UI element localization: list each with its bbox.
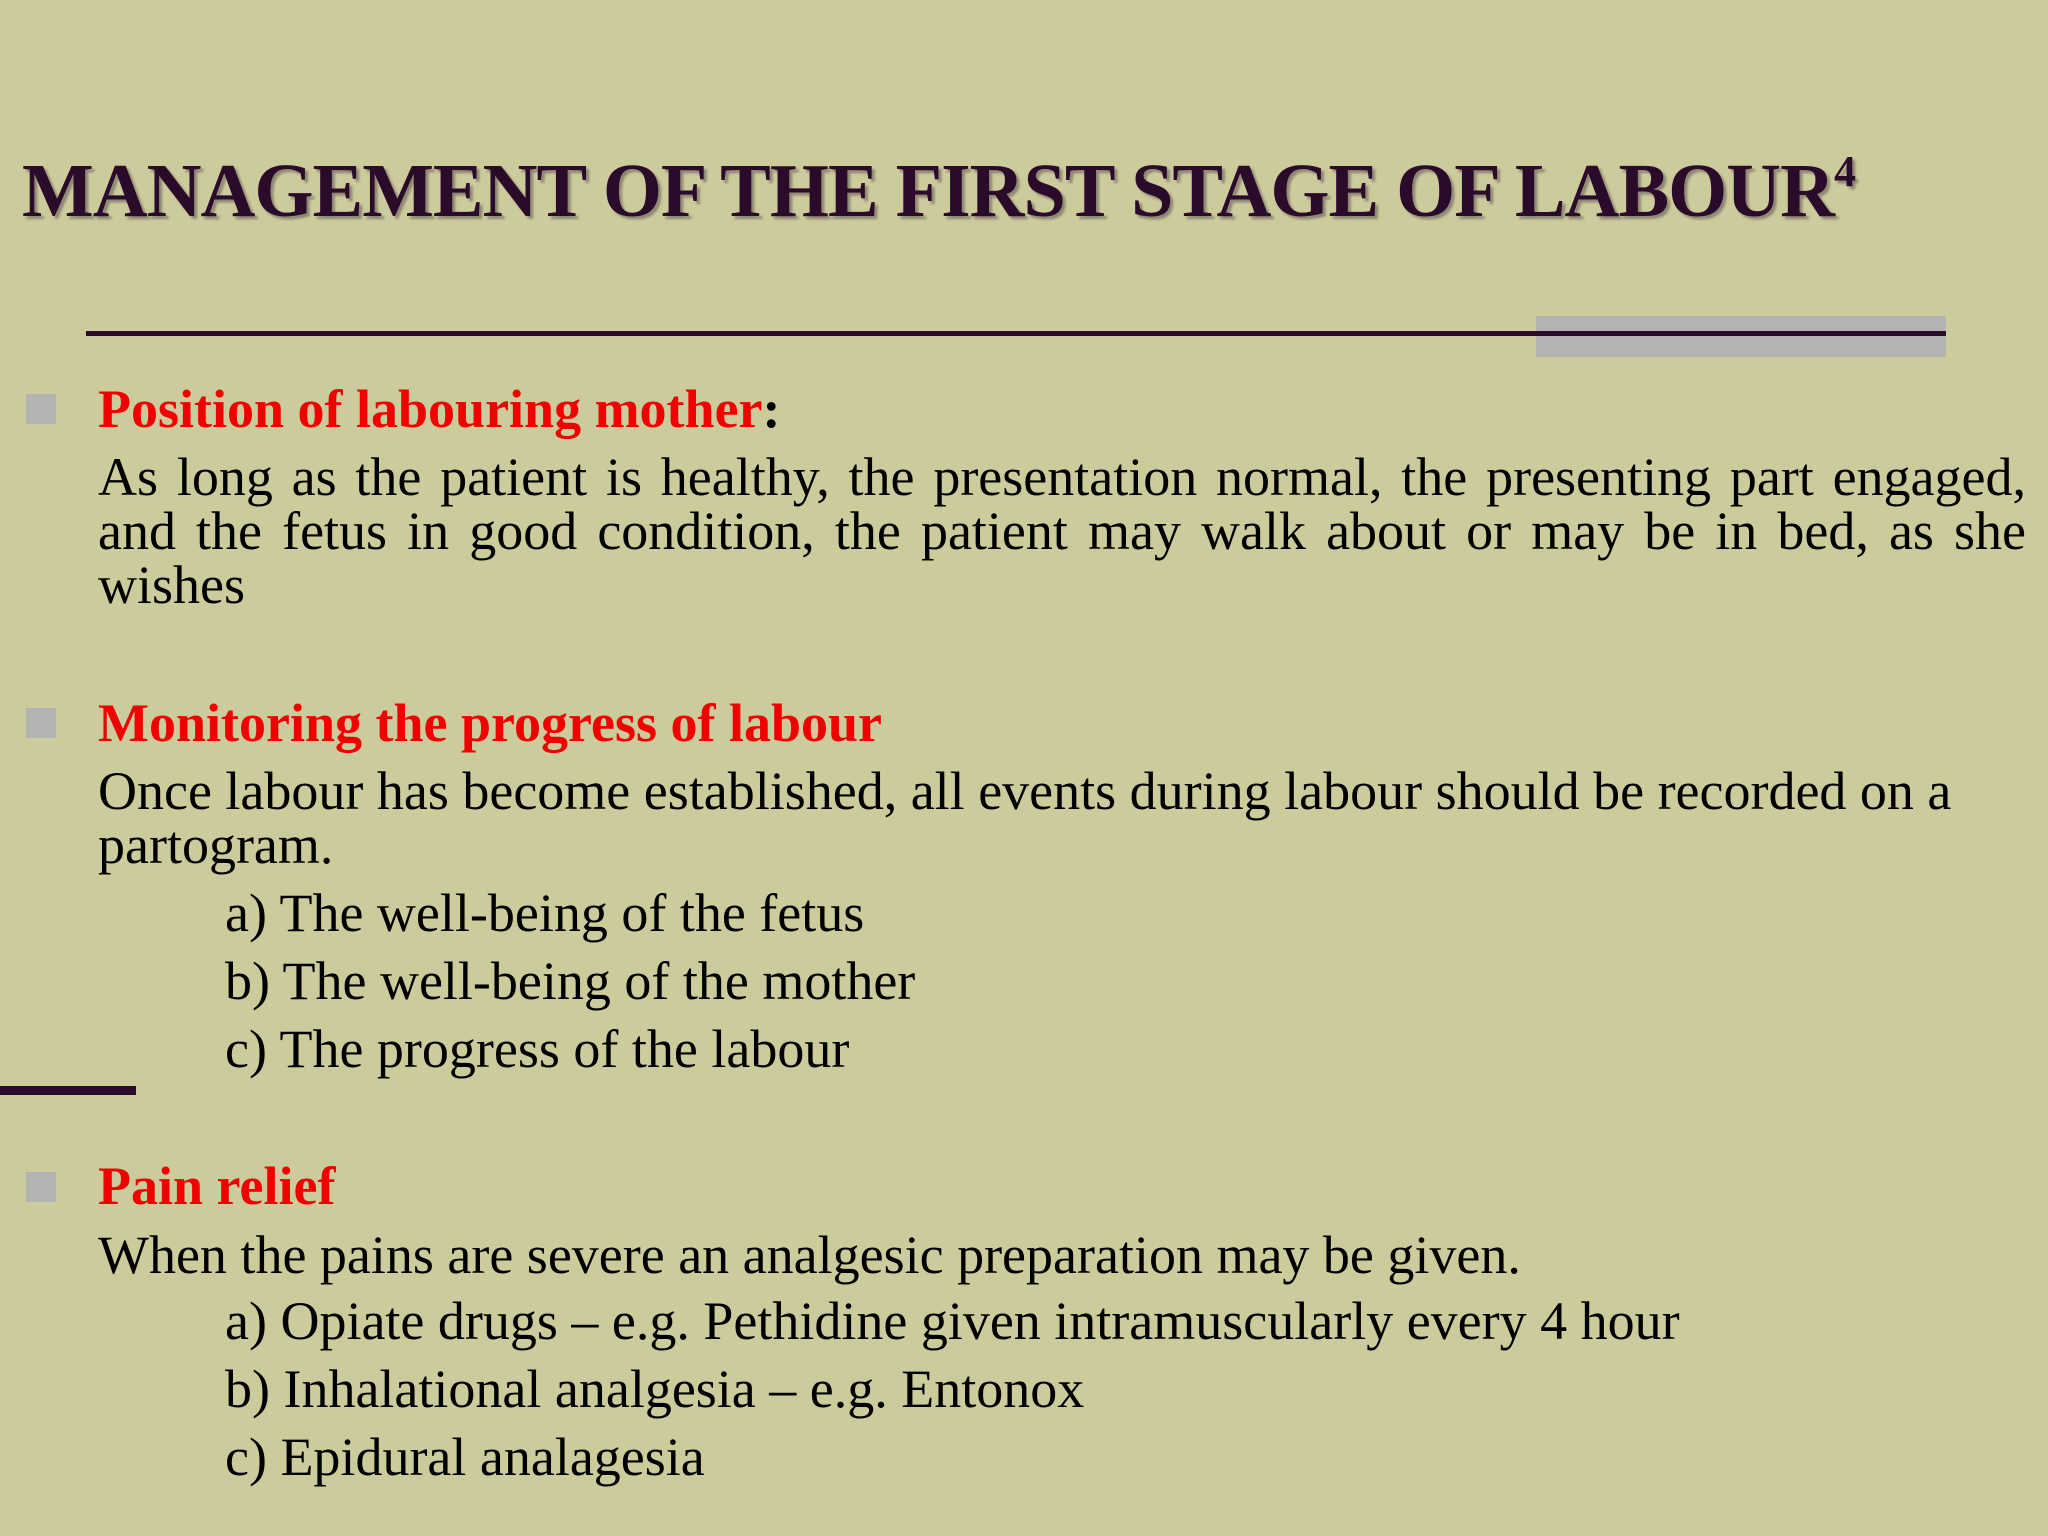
list-item: b) Inhalational analgesia – e.g. Entonox: [225, 1359, 1085, 1419]
section-body-pain-relief: When the pains are severe an analgesic preparation may be given.: [98, 1225, 1521, 1285]
bullet-square-icon: [26, 708, 56, 738]
bullet-square-icon: [26, 394, 56, 424]
section-heading-text: Pain relief: [98, 1156, 336, 1216]
section-heading-text: Monitoring the progress of labour: [98, 693, 883, 753]
section-heading-text: Position of labouring mother: [98, 379, 763, 439]
title-rule: [86, 331, 1946, 336]
slide-title-text: MANAGEMENT OF THE FIRST STAGE OF LABOUR: [22, 149, 1835, 233]
heading-colon: :: [762, 379, 781, 439]
left-accent-bar: [0, 1086, 136, 1095]
list-item: a) Opiate drugs – e.g. Pethidine given intramuscularly every 4 hour: [225, 1291, 1680, 1351]
list-item: c) The progress of the labour: [225, 1019, 850, 1079]
section-heading-pain-relief: [98, 1155, 335, 1217]
bullet-square-icon: [26, 1172, 56, 1202]
list-item: c) Epidural analagesia: [225, 1427, 705, 1487]
slide-title: [22, 148, 1855, 235]
section-body-position: As long as the patient is healthy, the presentation normal, the presenting part engaged, and the fetus in good condition, the patient may walk about or may be in bed, as she wishes: [98, 447, 2026, 615]
section-heading-position: [98, 378, 781, 440]
title-superscript: 4: [1834, 147, 1856, 196]
section-heading-monitoring: [98, 692, 882, 754]
list-item: b) The well-being of the mother: [225, 951, 916, 1011]
title-rule-accent: [1536, 316, 1946, 357]
list-item: a) The well-being of the fetus: [225, 883, 865, 943]
section-body-monitoring: Once labour has become established, all events during labour should be recorded on a partogram.: [98, 761, 1952, 875]
